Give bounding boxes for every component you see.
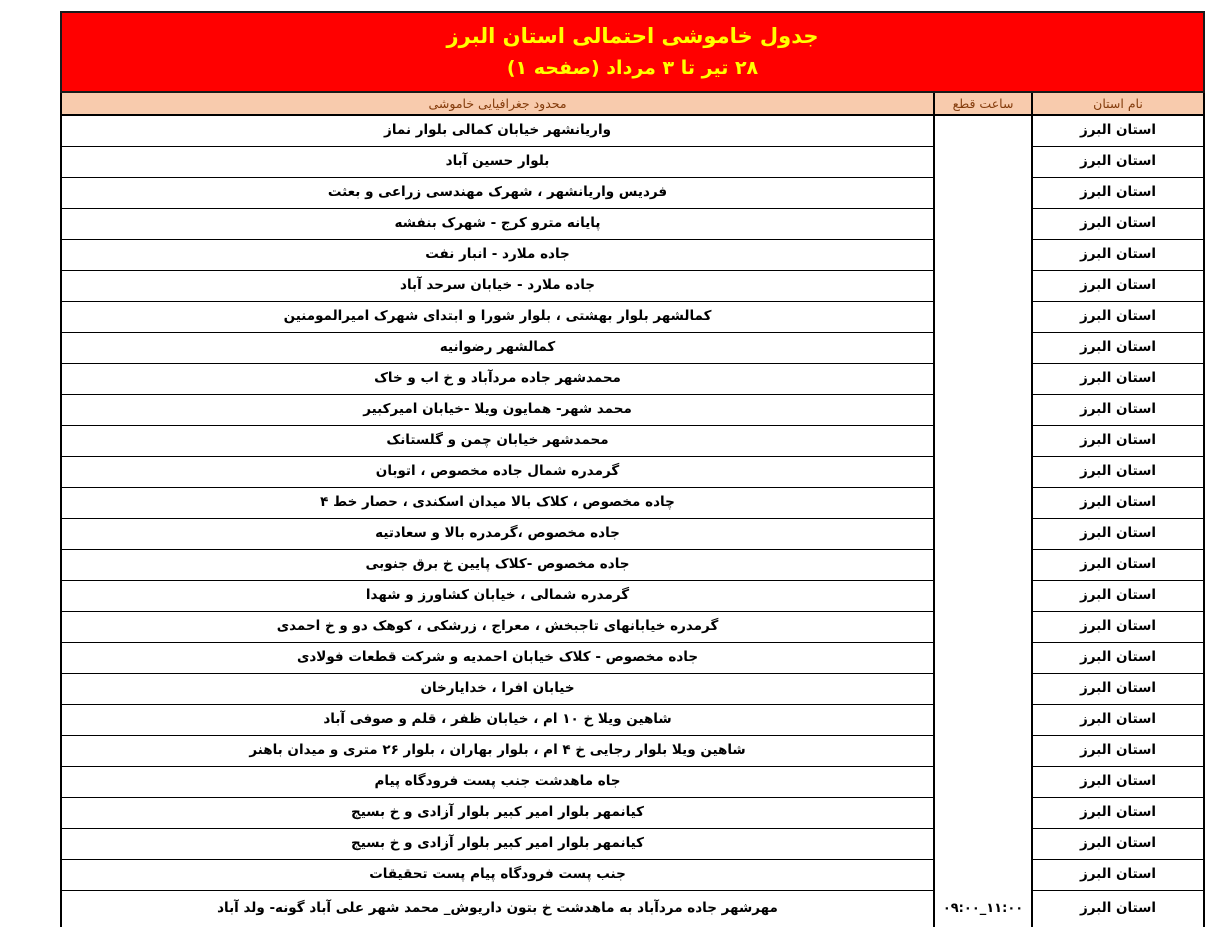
header-cut-time: ساعت قطع — [933, 93, 1033, 114]
area-cell: محمدشهر خیابان چمن و گلستانک — [62, 426, 933, 457]
province-cell: استان البرز — [1033, 240, 1203, 271]
title-banner — [60, 11, 1205, 93]
outage-table — [60, 93, 1205, 927]
area-column — [62, 116, 933, 927]
province-cell: استان البرز — [1033, 612, 1203, 643]
header-geographic-area: محدود جغرافیایی خاموشی — [62, 93, 933, 114]
area-cell: محمدشهر جاده مردآباد و خ اب و خاک — [62, 364, 933, 395]
province-cell: استان البرز — [1033, 333, 1203, 364]
outage-time-value: ۰۹:۰۰_۱۱:۰۰ — [942, 901, 1024, 916]
province-cell: استان البرز — [1033, 581, 1203, 612]
province-cell: استان البرز — [1033, 395, 1203, 426]
province-cell: استان البرز — [1033, 302, 1203, 333]
area-cell: جنب پست فرودگاه پیام پست تحقیقات — [62, 860, 933, 891]
header-province-name: نام استان — [1033, 93, 1203, 114]
area-cell: شاهین ویلا بلوار رجایی خ ۴ ام ، بلوار بهاران ، بلوار ۲۶ متری و میدان باهنر — [62, 736, 933, 767]
province-cell: استان البرز — [1033, 643, 1203, 674]
province-cell: استان البرز — [1033, 829, 1203, 860]
province-cell: استان البرز — [1033, 116, 1203, 147]
area-cell: کیانمهر بلوار امیر کبیر بلوار آزادی و خ بسیج — [62, 829, 933, 860]
area-cell: کمالشهر رضوانیه — [62, 333, 933, 364]
area-cell: پایانه مترو کرج - شهرک بنفشه — [62, 209, 933, 240]
area-cell: محمد شهر- همایون ویلا -خیابان امیرکبیر — [62, 395, 933, 426]
area-cell: واریانشهر خیابان کمالی بلوار نماز — [62, 116, 933, 147]
table-header-row — [62, 93, 1203, 116]
province-cell: استان البرز — [1033, 767, 1203, 798]
area-cell: کمالشهر بلوار بهشتی ، بلوار شورا و ابتدای شهرک امیرالمومنین — [62, 302, 933, 333]
province-cell: استان البرز — [1033, 550, 1203, 581]
province-cell: استان البرز — [1033, 705, 1203, 736]
area-cell: جاده ملارد - خیابان سرحد آباد — [62, 271, 933, 302]
province-cell: استان البرز — [1033, 519, 1203, 550]
area-cell: کیانمهر بلوار امیر کبیر بلوار آزادی و خ بسیج — [62, 798, 933, 829]
province-cell: استان البرز — [1079, 900, 1157, 917]
province-cell: استان البرز — [1033, 798, 1203, 829]
province-cell: استان البرز — [1033, 271, 1203, 302]
province-cell: استان البرز — [1033, 674, 1203, 705]
province-cell: استان البرز — [1033, 736, 1203, 767]
area-cell: فردیس واریانشهر ، شهرک مهندسی زراعی و بعثت — [62, 178, 933, 209]
province-cell: استان البرز — [1033, 178, 1203, 209]
schedule-sheet — [60, 11, 1205, 927]
province-cell: استان البرز — [1033, 860, 1203, 891]
province-cell: استان البرز — [1033, 147, 1203, 178]
area-cell: بلوار حسین آباد — [62, 147, 933, 178]
area-cell: جاده مخصوص - کلاک خیابان احمدیه و شرکت قطعات فولادی — [62, 643, 933, 674]
area-cell: چاده مخصوص ، کلاک بالا میدان اسکندی ، حصار خط ۴ — [62, 488, 933, 519]
page-title: جدول خاموشی احتمالی استان البرز — [446, 23, 819, 48]
area-cell: شاهین ویلا خ ۱۰ ام ، خیابان ظفر ، قلم و صوفی آباد — [62, 705, 933, 736]
area-cell: گرمدره شمالی ، خیابان کشاورز و شهدا — [62, 581, 933, 612]
cut-time-merged-cell — [933, 116, 1033, 927]
area-cell: جاه ماهدشت جنب پست فرودگاه پیام — [62, 767, 933, 798]
area-cell: خیابان افرا ، خدایارخان — [62, 674, 933, 705]
area-cell: گرمدره خیابانهای تاجبخش ، معراج ، زرشکی ، کوهک دو و خ احمدی — [62, 612, 933, 643]
area-cell: مهرشهر جاده مردآباد به ماهدشت خ بتون داریوش_ محمد شهر علی آباد گونه- ولد آباد — [217, 900, 778, 917]
province-cell: استان البرز — [1033, 488, 1203, 519]
province-cell: استان البرز — [1033, 209, 1203, 240]
province-cell: استان البرز — [1033, 364, 1203, 395]
province-cell: استان البرز — [1033, 426, 1203, 457]
province-cell: استان البرز — [1033, 457, 1203, 488]
date-range-subtitle: ۲۸ تیر تا ۳ مرداد (صفحه ۱) — [506, 56, 759, 79]
province-column — [1033, 116, 1203, 927]
area-cell: جاده مخصوص -کلاک پایین خ برق جنوبی — [62, 550, 933, 581]
area-cell: جاده ملارد - انبار نفت — [62, 240, 933, 271]
area-cell: جاده مخصوص ،گرمدره بالا و سعادتیه — [62, 519, 933, 550]
table-body — [62, 116, 1203, 927]
area-cell: گرمدره شمال جاده مخصوص ، اتوبان — [62, 457, 933, 488]
